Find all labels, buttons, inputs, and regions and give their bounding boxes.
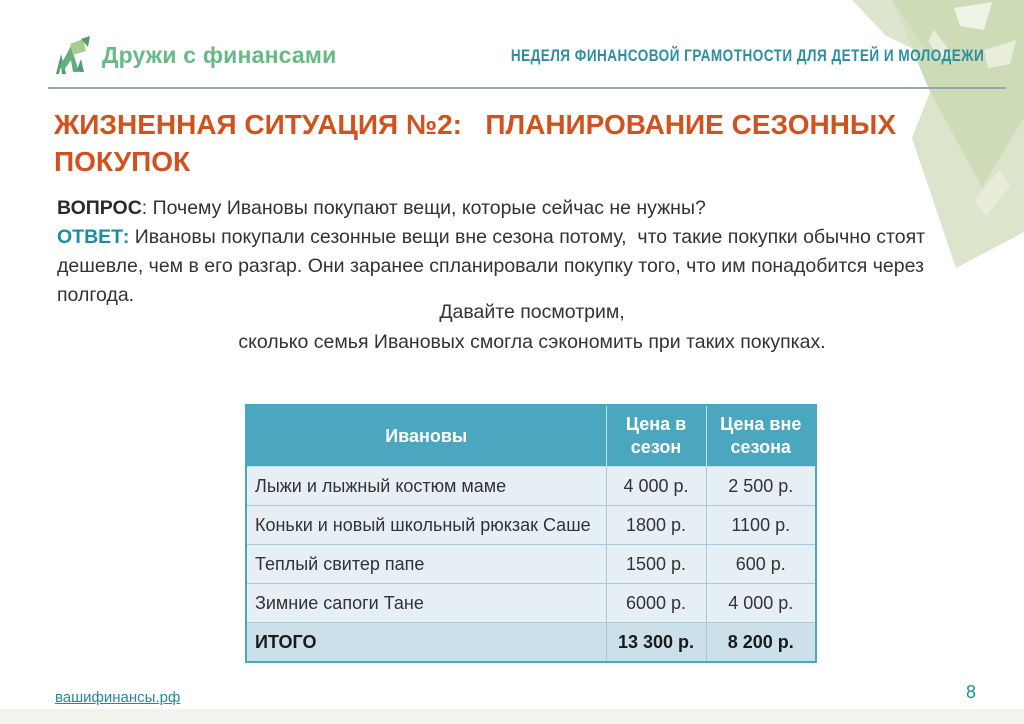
answer-text: Ивановы покупали сезонные вещи вне сезона потому, что такие покупки обычно стоят дешевле, чем в его разгар. Они заранее спланировали покупку того, что им понадобится через полгода. (57, 226, 931, 306)
table-row (246, 467, 816, 506)
price-in-season-cell: 4 000 р. (606, 467, 706, 506)
total-off-season-cell: 8 200 р. (706, 623, 816, 663)
logo (52, 34, 336, 76)
question-line (57, 194, 997, 223)
question-text: : Почему Ивановы покупают вещи, которые сейчас не нужны? (141, 197, 706, 219)
header-divider (48, 87, 1006, 89)
slide-title (54, 106, 896, 180)
price-in-season-cell: 1500 р. (606, 545, 706, 584)
price-off-season-cell: 4 000 р. (706, 584, 816, 623)
lead-in-line1: Давайте посмотрим, (439, 301, 625, 323)
table-total-row (246, 623, 816, 663)
question-answer-block (57, 194, 997, 310)
price-in-season-cell: 1800 р. (606, 506, 706, 545)
table-header-price-in-season: Цена в сезон (606, 405, 706, 467)
item-cell: Теплый свитер папе (246, 545, 606, 584)
item-cell: Лыжи и лыжный костюм маме (246, 467, 606, 506)
table-header-family: Ивановы (246, 405, 606, 467)
item-cell: Зимние сапоги Тане (246, 584, 606, 623)
origami-dog-logo-icon (52, 34, 92, 76)
savings-table (245, 404, 817, 663)
table-row (246, 545, 816, 584)
site-link[interactable]: вашифинансы.рф (55, 689, 181, 706)
total-in-season-cell: 13 300 р. (606, 623, 706, 663)
bottom-strip-decoration (0, 709, 1024, 724)
total-label-cell: ИТОГО (246, 623, 606, 663)
question-label: ВОПРОС (57, 197, 142, 219)
slide-title-line2: ПОКУПОК (54, 146, 191, 177)
answer-label: ОТВЕТ: (57, 226, 130, 248)
table-row (246, 506, 816, 545)
table-header-price-off-season: Цена вне сезона (706, 405, 816, 467)
lead-in-text (57, 297, 1007, 357)
table-header-row (246, 405, 816, 467)
price-in-season-cell: 6000 р. (606, 584, 706, 623)
lead-in-line2: сколько семья Ивановых смогла сэкономить при таких покупках. (238, 331, 826, 353)
table-row (246, 584, 816, 623)
price-off-season-cell: 600 р. (706, 545, 816, 584)
page-number: 8 (965, 682, 976, 702)
banner-text: НЕДЕЛЯ ФИНАНСОВОЙ ГРАМОТНОСТИ ДЛЯ ДЕТЕЙ И МОЛОДЕЖИ (510, 47, 984, 65)
price-off-season-cell: 2 500 р. (706, 467, 816, 506)
logo-text: Дружи с финансами (102, 41, 337, 68)
item-cell: Коньки и новый школьный рюкзак Саше (246, 506, 606, 545)
slide-title-line1: ЖИЗНЕННАЯ СИТУАЦИЯ №2: ПЛАНИРОВАНИЕ СЕЗОННЫХ (54, 109, 896, 140)
price-off-season-cell: 1100 р. (706, 506, 816, 545)
